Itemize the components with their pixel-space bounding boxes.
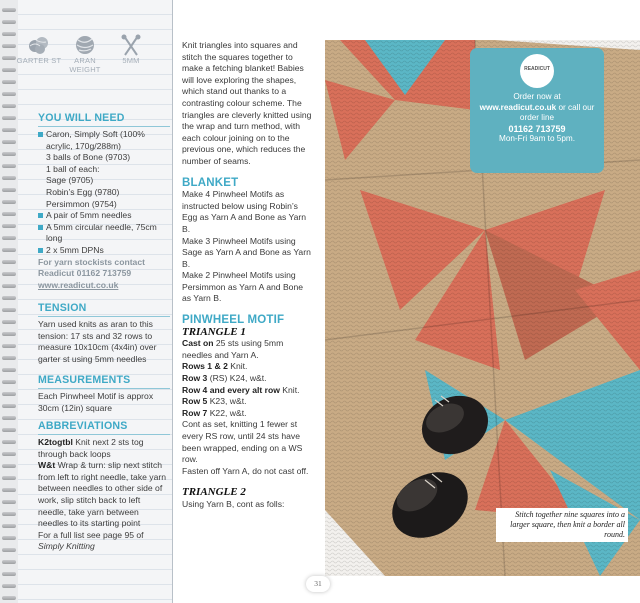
website-link[interactable]: www.readicut.co.uk xyxy=(38,279,119,290)
you-will-need-section xyxy=(38,112,170,291)
stockist-contact: For yarn stockists contact Readicut 01162 713759 xyxy=(38,256,145,279)
spiral-ring xyxy=(2,128,16,132)
spiral-ring xyxy=(2,476,16,480)
spiral-ring xyxy=(2,176,16,180)
triangle-2-heading: TRIANGLE 2 xyxy=(182,486,246,499)
yarn-line: Persimmon (9754) xyxy=(46,198,117,209)
blanket-heading: BLANKET xyxy=(182,176,239,189)
spiral-ring xyxy=(2,500,16,504)
spiral-ring xyxy=(2,344,16,348)
order-line-1: Order now at xyxy=(513,92,561,101)
pattern-info-icons xyxy=(16,34,156,79)
spiral-ring xyxy=(2,152,16,156)
spiral-ring xyxy=(2,200,16,204)
spiral-ring xyxy=(2,596,16,600)
spiral-ring xyxy=(2,236,16,240)
needle-size-label: 5MM xyxy=(122,56,140,65)
garter-st-item xyxy=(16,34,62,65)
yarn-ball-icon xyxy=(26,34,52,56)
measurements-heading: MEASUREMENTS xyxy=(38,374,170,389)
tension-text: Yarn used knits as aran to this tension: 17 sts and 32 rows to measure 10x10cm (4x4in) over garter st using 5mm needles xyxy=(38,319,157,364)
cast-on-step: Cast on 25 sts using 5mm needles and Yarn A. xyxy=(182,338,284,360)
continue-step: Cont as set, knitting 1 fewer st every RS row, until 24 sts have been wrapped, ending on a WS row. xyxy=(182,419,303,465)
spiral-ring xyxy=(2,332,16,336)
readicut-logo-text: READICUT xyxy=(524,66,550,72)
yarn-line: 3 balls of Bone (9703) xyxy=(46,152,131,163)
spiral-ring xyxy=(2,524,16,528)
readicut-logo xyxy=(520,54,554,88)
triangle-2-text: Using Yarn B, cont as folls: xyxy=(182,498,285,509)
spiral-ring xyxy=(2,512,16,516)
spiral-ring xyxy=(2,428,16,432)
spiral-ring xyxy=(2,284,16,288)
needle-bullet: A 5mm circular needle, 75cm long xyxy=(38,222,170,245)
needle-size-item xyxy=(108,34,154,65)
spiral-ring xyxy=(2,392,16,396)
intro-text: Knit triangles into squares and stitch the squares together to make a fetching blanket! Babies will love exploring the shapes, which stand out thanks to a contrasting colour scheme. The triangles are cleverly knitted using the wrap and turn method, with each colour joining on to the previous one, which reduces the number of seams. xyxy=(182,40,312,166)
spiral-ring xyxy=(2,224,16,228)
wt-entry: W&t Wrap & turn: slip next stitch from left to right needle, take yarn between needles to other side of work, slip stitch back to left needle, take yarn between needles to its starting point xyxy=(38,460,167,529)
blanket-step: Make 3 Pinwheel Motifs using Sage as Yarn A and Bone as Yarn B. xyxy=(182,235,311,269)
spiral-ring xyxy=(2,56,16,60)
you-will-need-heading: YOU WILL NEED xyxy=(38,112,170,127)
order-hours: Mon-Fri 9am to 5pm. xyxy=(499,134,575,144)
spiral-ring xyxy=(2,404,16,408)
spiral-ring xyxy=(2,44,16,48)
abbreviations-heading: ABBREVIATIONS xyxy=(38,420,170,435)
spiral-ring xyxy=(2,464,16,468)
spiral-ring xyxy=(2,188,16,192)
spiral-binding xyxy=(0,0,18,603)
photo-caption: Stitch together nine squares into a larger square, then knit a border all round. xyxy=(496,508,628,542)
spiral-ring xyxy=(2,20,16,24)
row-3-step: Row 3 (RS) K24, w&t. xyxy=(182,373,267,384)
row-4-step: Row 4 and every alt row Knit. xyxy=(182,384,300,395)
spiral-ring xyxy=(2,536,16,540)
order-badge xyxy=(470,48,604,173)
aran-weight-item xyxy=(62,34,108,74)
abbreviations-footer: For a full list see page 95 of Simply Knitting xyxy=(38,529,144,552)
spiral-ring xyxy=(2,356,16,360)
spiral-ring xyxy=(2,260,16,264)
yarn-ball-icon xyxy=(72,34,98,56)
spiral-ring xyxy=(2,104,16,108)
order-link-line: www.readicut.co.uk or call our order line xyxy=(479,102,595,123)
spiral-ring xyxy=(2,440,16,444)
spiral-ring xyxy=(2,140,16,144)
spiral-ring xyxy=(2,572,16,576)
k2togtbl-entry: K2togtbl Knit next 2 sts tog through back loops xyxy=(38,437,144,459)
yarn-line: Sage (9705) xyxy=(46,175,94,186)
spiral-ring xyxy=(2,116,16,120)
spiral-ring xyxy=(2,92,16,96)
spiral-ring xyxy=(2,452,16,456)
spiral-ring xyxy=(2,488,16,492)
spiral-ring xyxy=(2,548,16,552)
row-5-step: Row 5 K23, w&t. xyxy=(182,396,247,407)
aran-weight-label: ARAN WEIGHT xyxy=(69,56,101,74)
knitting-needles-icon xyxy=(118,34,144,56)
spiral-ring xyxy=(2,68,16,72)
yarn-line: Robin’s Egg (9780) xyxy=(46,186,120,197)
needle-bullet: A pair of 5mm needles xyxy=(38,210,170,222)
fasten-off-step: Fasten off Yarn A, do not cast off. xyxy=(182,465,309,476)
readicut-url[interactable]: www.readicut.co.uk xyxy=(479,102,557,112)
spiral-ring xyxy=(2,248,16,252)
measurements-text: Each Pinwheel Motif is approx 30cm (12in) square xyxy=(38,391,154,413)
spiral-ring xyxy=(2,584,16,588)
measurements-section xyxy=(38,374,170,414)
spiral-ring xyxy=(2,8,16,12)
spiral-ring xyxy=(2,164,16,168)
rows-1-2-step: Rows 1 & 2 Knit. xyxy=(182,361,248,372)
spiral-ring xyxy=(2,380,16,384)
blanket-step: Make 2 Pinwheel Motifs using Persimmon as Yarn A and Bone as Yarn B. xyxy=(182,270,304,304)
yarn-bullet: Caron, Simply Soft (100% acrylic, 170g/288m) xyxy=(38,129,170,152)
page-number: 31 xyxy=(306,576,330,592)
garter-st-label: GARTER ST xyxy=(16,56,62,65)
pinwheel-heading: PINWHEEL MOTIF xyxy=(182,314,285,327)
order-phone: 01162 713759 xyxy=(508,123,566,134)
spiral-ring xyxy=(2,368,16,372)
row-7-step: Row 7 K22, w&t. xyxy=(182,407,247,418)
spiral-ring xyxy=(2,308,16,312)
spiral-ring xyxy=(2,296,16,300)
abbreviations-section xyxy=(38,420,170,553)
spiral-ring xyxy=(2,272,16,276)
spiral-ring xyxy=(2,416,16,420)
spiral-ring xyxy=(2,80,16,84)
pattern-column xyxy=(182,40,314,511)
yarn-line: 1 ball of each: xyxy=(46,163,100,174)
tension-heading: TENSION xyxy=(38,302,170,317)
spiral-ring xyxy=(2,212,16,216)
needle-bullet: 2 x 5mm DPNs xyxy=(38,245,170,257)
blanket-step: Make 4 Pinwheel Motifs as instructed below using Robin’s Egg as Yarn A and Bone as Yarn B. xyxy=(182,189,307,234)
tension-section xyxy=(38,302,170,365)
triangle-1-heading: TRIANGLE 1 xyxy=(182,325,246,338)
spiral-ring xyxy=(2,320,16,324)
spiral-ring xyxy=(2,560,16,564)
spiral-ring xyxy=(2,32,16,36)
